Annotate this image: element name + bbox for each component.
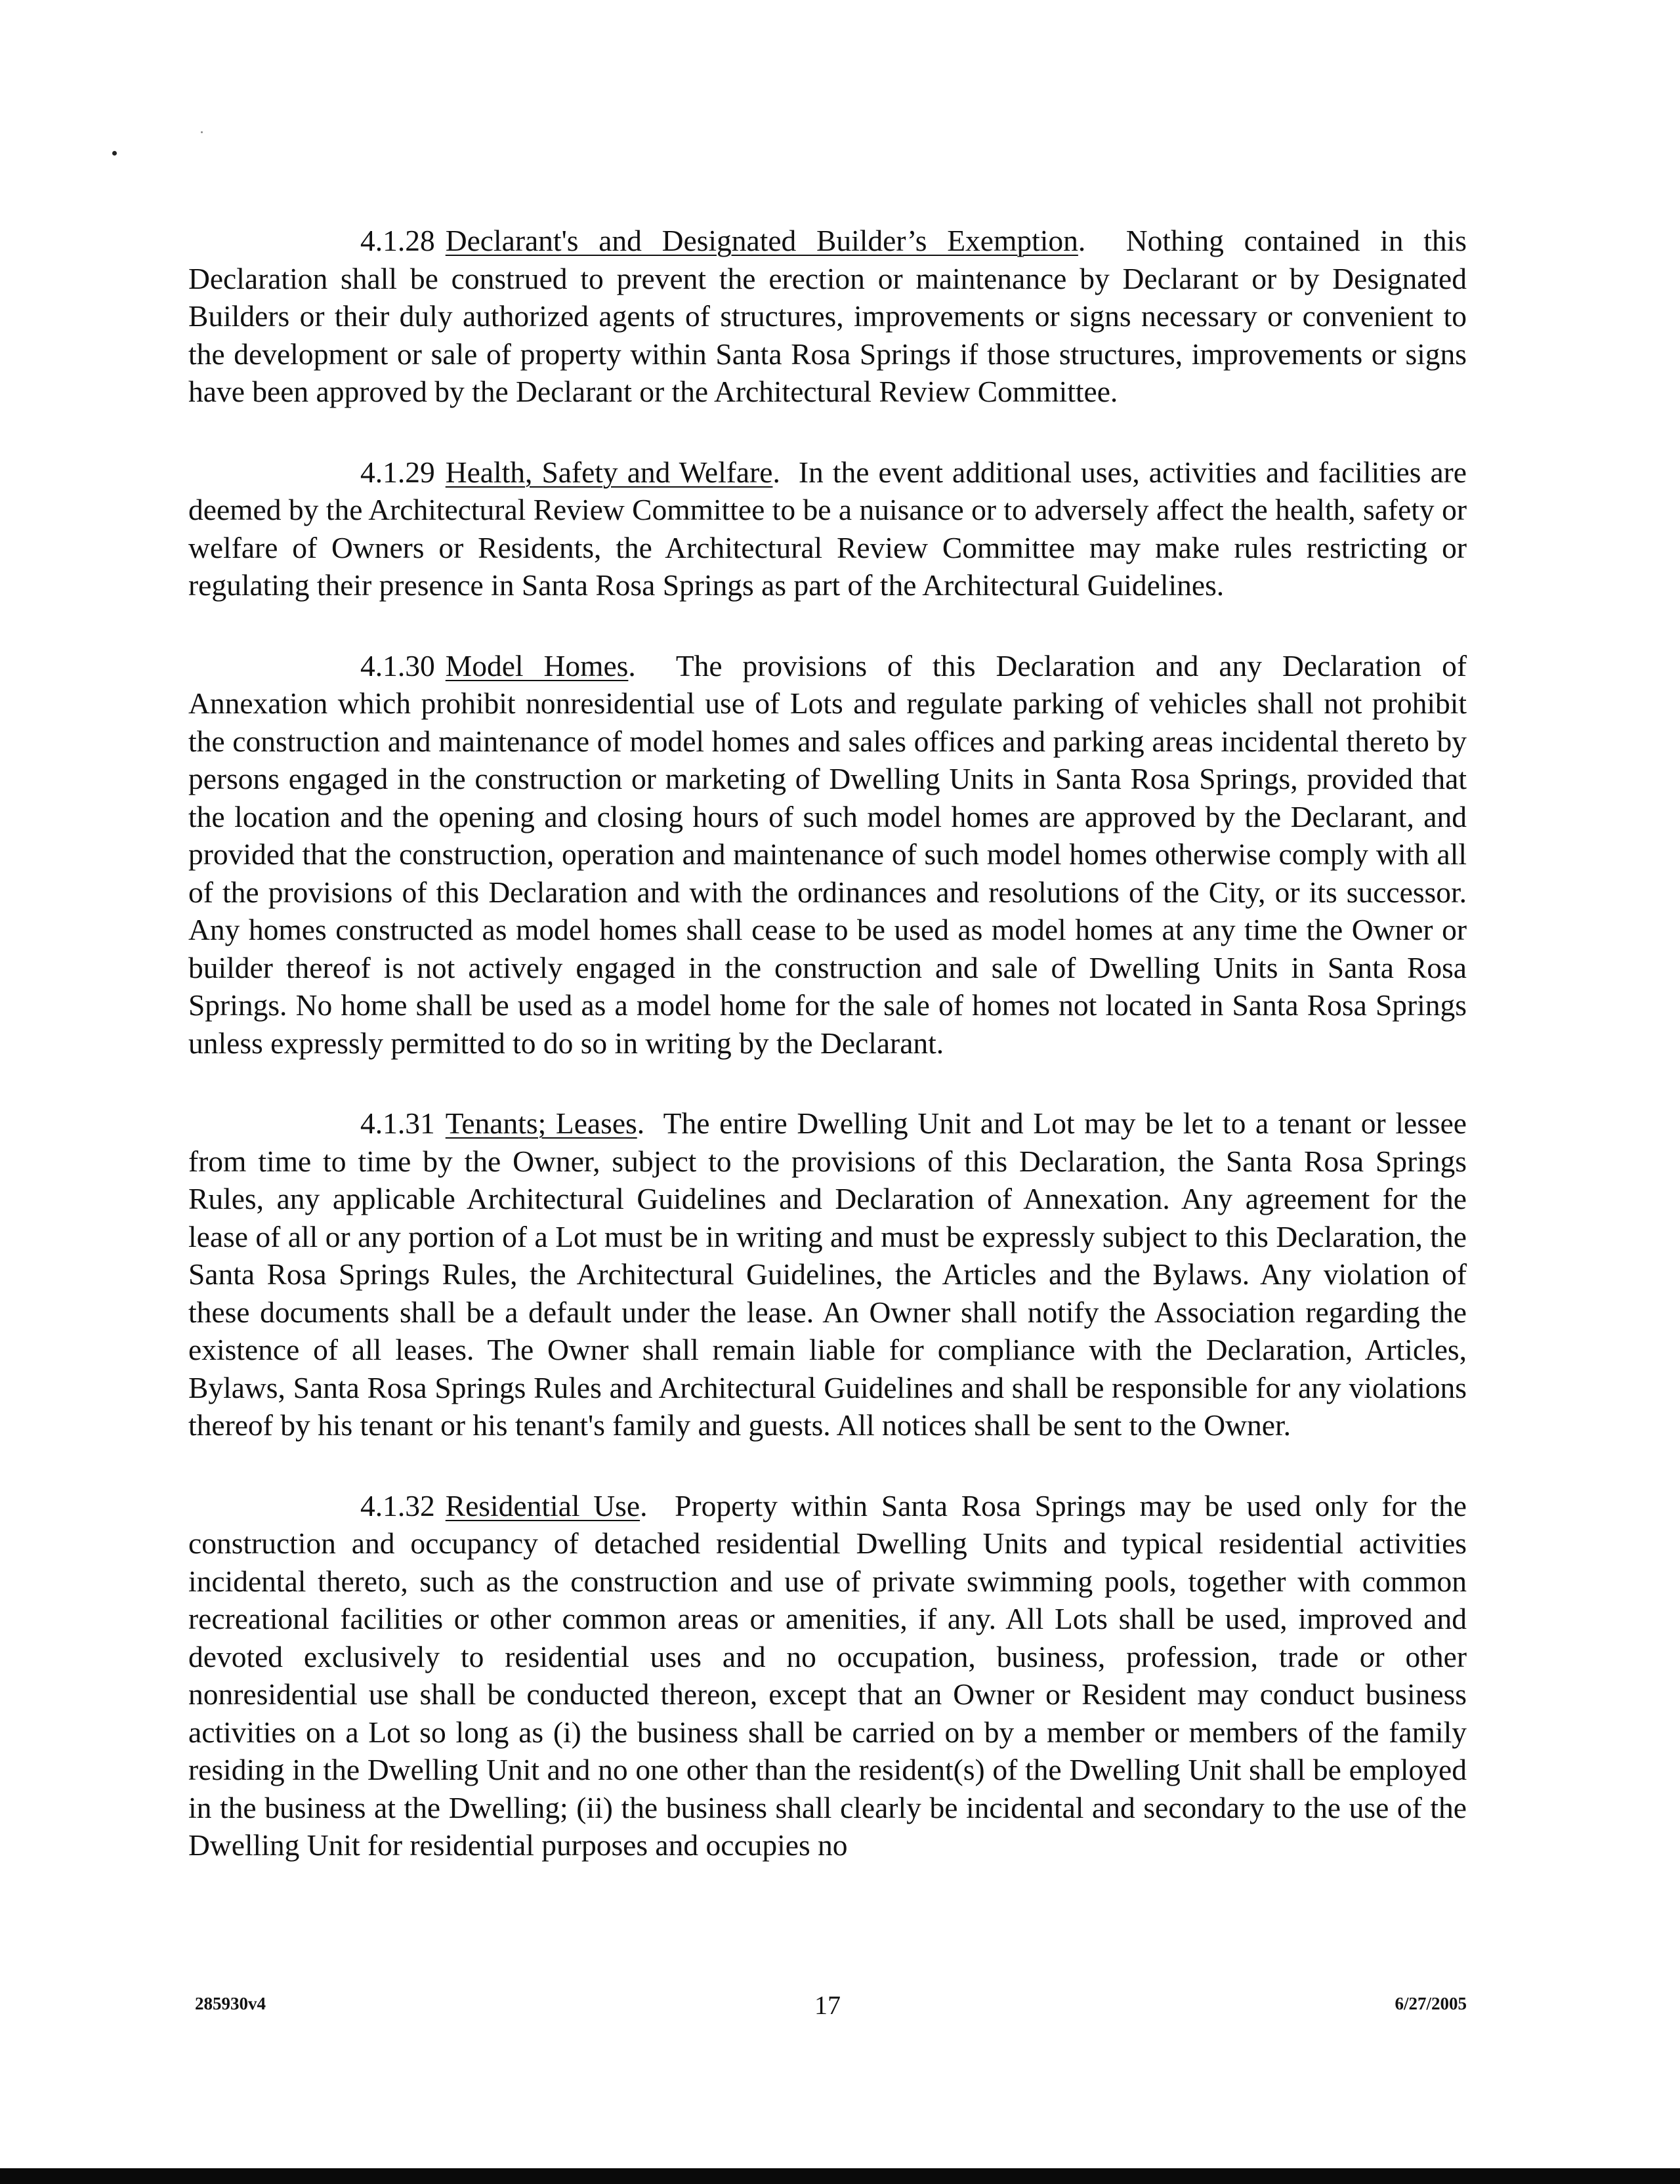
section-4-1-32: 4.1.32 Residential Use. Property within Santa Rosa Springs may be used only for the construction and occupancy of detached residential Dwelling Units and typical residential activities incidental thereto, such as the construction and use of private swimming pools, together with common recreational facilities or other common areas or amenities, if any. All Lots shall be used, improved and devoted exclusively to residential uses and no occupation, business, profession, trade or other nonresidential use shall be conducted thereon, except that an Owner or Resident may conduct business activities on a Lot so long as (i) the business shall be carried on by a member or members of the family residing in the Dwelling Unit and no one other than the resident(s) of the Dwelling Unit shall be employed in the business at the Dwelling; (ii) the business shall clearly be incidental and secondary to the use of the Dwelling Unit for residential purposes and occupies no [188, 1488, 1467, 1862]
scan-edge-bar [0, 2168, 1680, 2184]
section-body: The entire Dwelling Unit and Lot may be let to a tenant or lessee from time to time by the Owner, subject to the provisions of this Declaration, the Santa Rosa Springs Rules, any applicable Architectural Guidelines and Declaration of Annexation. Any agreement for the lease of all or any portion of a Lot must be in writing and must be expressly subject to this Declaration, the Santa Rosa Springs Rules, the Architectural Guidelines, the Articles and the Bylaws. Any violation of these documents shall be a default under the lease. An Owner shall notify the Association regarding the existence of all leases. The Owner shall remain liable for compliance with the Declaration, Articles, Bylaws, Santa Rosa Springs Rules and Architectural Guidelines and shall be responsible for any violations thereof by his tenant or his tenant's family and guests. All notices shall be sent to the Owner. [188, 1106, 1467, 1442]
section-body: Nothing contained in this Declaration shall be construed to prevent the erection or maintenance by Declarant or by Designated Builders or their duly authorized agents of structures, improvements or signs necessary or convenient to the development or sale of property within Santa Rosa Springs if those structures, improvements or signs have been approved by the Declarant or the Architectural Review Committee. [188, 224, 1467, 408]
document-id: 285930v4 [195, 1994, 266, 2013]
section-4-1-29: 4.1.29 Health, Safety and Welfare. In the event additional uses, activities and facilities are deemed by the Architectural Review Committee to be a nuisance or to adversely affect the health, safety or welfare of Owners or Residents, the Architectural Review Committee may make rules restricting or regulating their presence in Santa Rosa Springs as part of the Architectural Guidelines. [188, 455, 1467, 602]
section-heading: Tenants; Leases [445, 1106, 637, 1140]
scan-speck [201, 131, 203, 133]
page-footer [188, 1990, 1467, 2023]
section-number: 4.1.32 [360, 1488, 435, 1522]
document-date: 6/27/2005 [1395, 1994, 1467, 2013]
section-4-1-30: 4.1.30 Model Homes. The provisions of this Declaration and any Declaration of Annexation which prohibit nonresidential use of Lots and regulate parking of vehicles shall not prohibit the construction and maintenance of model homes and sales offices and parking areas incidental thereto by persons engaged in the construction or marketing of Dwelling Units in Santa Rosa Springs, provided that the location and the opening and closing hours of such model homes are approved by the Declarant, and provided that the construction, operation and maintenance of such model homes otherwise comply with all of the provisions of this Declaration and with the ordinances and resolutions of the City, or its successor. Any homes constructed as model homes shall cease to be used as model homes at any time the Owner or builder thereof is not actively engaged in the construction and sale of Dwelling Units in Santa Rosa Springs. No home shall be used as a model home for the sale of homes not located in Santa Rosa Springs unless expressly permitted to do so in writing by the Declarant. [188, 648, 1467, 1060]
section-heading: Model Homes [445, 648, 629, 682]
section-heading: Declarant's and Designated Builder’s Exemption [445, 224, 1078, 257]
page-number: 17 [814, 1990, 841, 2020]
scan-speck [112, 151, 117, 156]
section-heading: Residential Use [445, 1488, 640, 1522]
section-body: Property within Santa Rosa Springs may be used only for the construction and occupancy of detached residential Dwelling Units and typical residential activities incidental thereto, such as the construction and use of private swimming pools, together with common recreational facilities or other common areas or amenities, if any. All Lots shall be used, improved and devoted exclusively to residential uses and no occupation, business, profession, trade or other nonresidential use shall be conducted thereon, except that an Owner or Resident may conduct business activities on a Lot so long as (i) the business shall be carried on by a member or members of the family residing in the Dwelling Unit and no one other than the resident(s) of the Dwelling Unit shall be employed in the business at the Dwelling; (ii) the business shall clearly be incidental and secondary to the use of the Dwelling Unit for residential purposes and occupies no [188, 1488, 1467, 1862]
section-body: The provisions of this Declaration and any Declaration of Annexation which prohibit nonresidential use of Lots and regulate parking of vehicles shall not prohibit the construction and maintenance of model homes and sales offices and parking areas incidental thereto by persons engaged in the construction or marketing of Dwelling Units in Santa Rosa Springs, provided that the location and the opening and closing hours of such model homes are approved by the Declarant, and provided that the construction, operation and maintenance of such model homes otherwise comply with all of the provisions of this Declaration and with the ordinances and resolutions of the City, or its successor. Any homes constructed as model homes shall cease to be used as model homes at any time the Owner or builder thereof is not actively engaged in the construction and sale of Dwelling Units in Santa Rosa Springs. No home shall be used as a model home for the sale of homes not located in Santa Rosa Springs unless expressly permitted to do so in writing by the Declarant. [188, 648, 1467, 1060]
section-body: In the event additional uses, activities and facilities are deemed by the Architectural Review Committee to be a nuisance or to adversely affect the health, safety or welfare of Owners or Residents, the Architectural Review Committee may make rules restricting or regulating their presence in Santa Rosa Springs as part of the Architectural Guidelines. [188, 455, 1467, 602]
section-number: 4.1.31 [360, 1106, 435, 1140]
section-number: 4.1.30 [360, 648, 435, 682]
section-heading: Health, Safety and Welfare [445, 455, 773, 489]
section-4-1-28: 4.1.28 Declarant's and Designated Builder’s Exemption. Nothing contained in this Declaration shall be construed to prevent the erection or maintenance by Declarant or by Designated Builders or their duly authorized agents of structures, improvements or signs necessary or convenient to the development or sale of property within Santa Rosa Springs if those structures, improvements or signs have been approved by the Declarant or the Architectural Review Committee. [188, 224, 1467, 408]
document-body [188, 222, 1467, 1907]
section-number: 4.1.29 [360, 455, 435, 489]
section-4-1-31: 4.1.31 Tenants; Leases. The entire Dwelling Unit and Lot may be let to a tenant or lessee from time to time by the Owner, subject to the provisions of this Declaration, the Santa Rosa Springs Rules, any applicable Architectural Guidelines and Declaration of Annexation. Any agreement for the lease of all or any portion of a Lot must be in writing and must be expressly subject to this Declaration, the Santa Rosa Springs Rules, the Architectural Guidelines, the Articles and the Bylaws. Any violation of these documents shall be a default under the lease. An Owner shall notify the Association regarding the existence of all leases. The Owner shall remain liable for compliance with the Declaration, Articles, Bylaws, Santa Rosa Springs Rules and Architectural Guidelines and shall be responsible for any violations thereof by his tenant or his tenant's family and guests. All notices shall be sent to the Owner. [188, 1106, 1467, 1442]
section-number: 4.1.28 [360, 224, 435, 257]
